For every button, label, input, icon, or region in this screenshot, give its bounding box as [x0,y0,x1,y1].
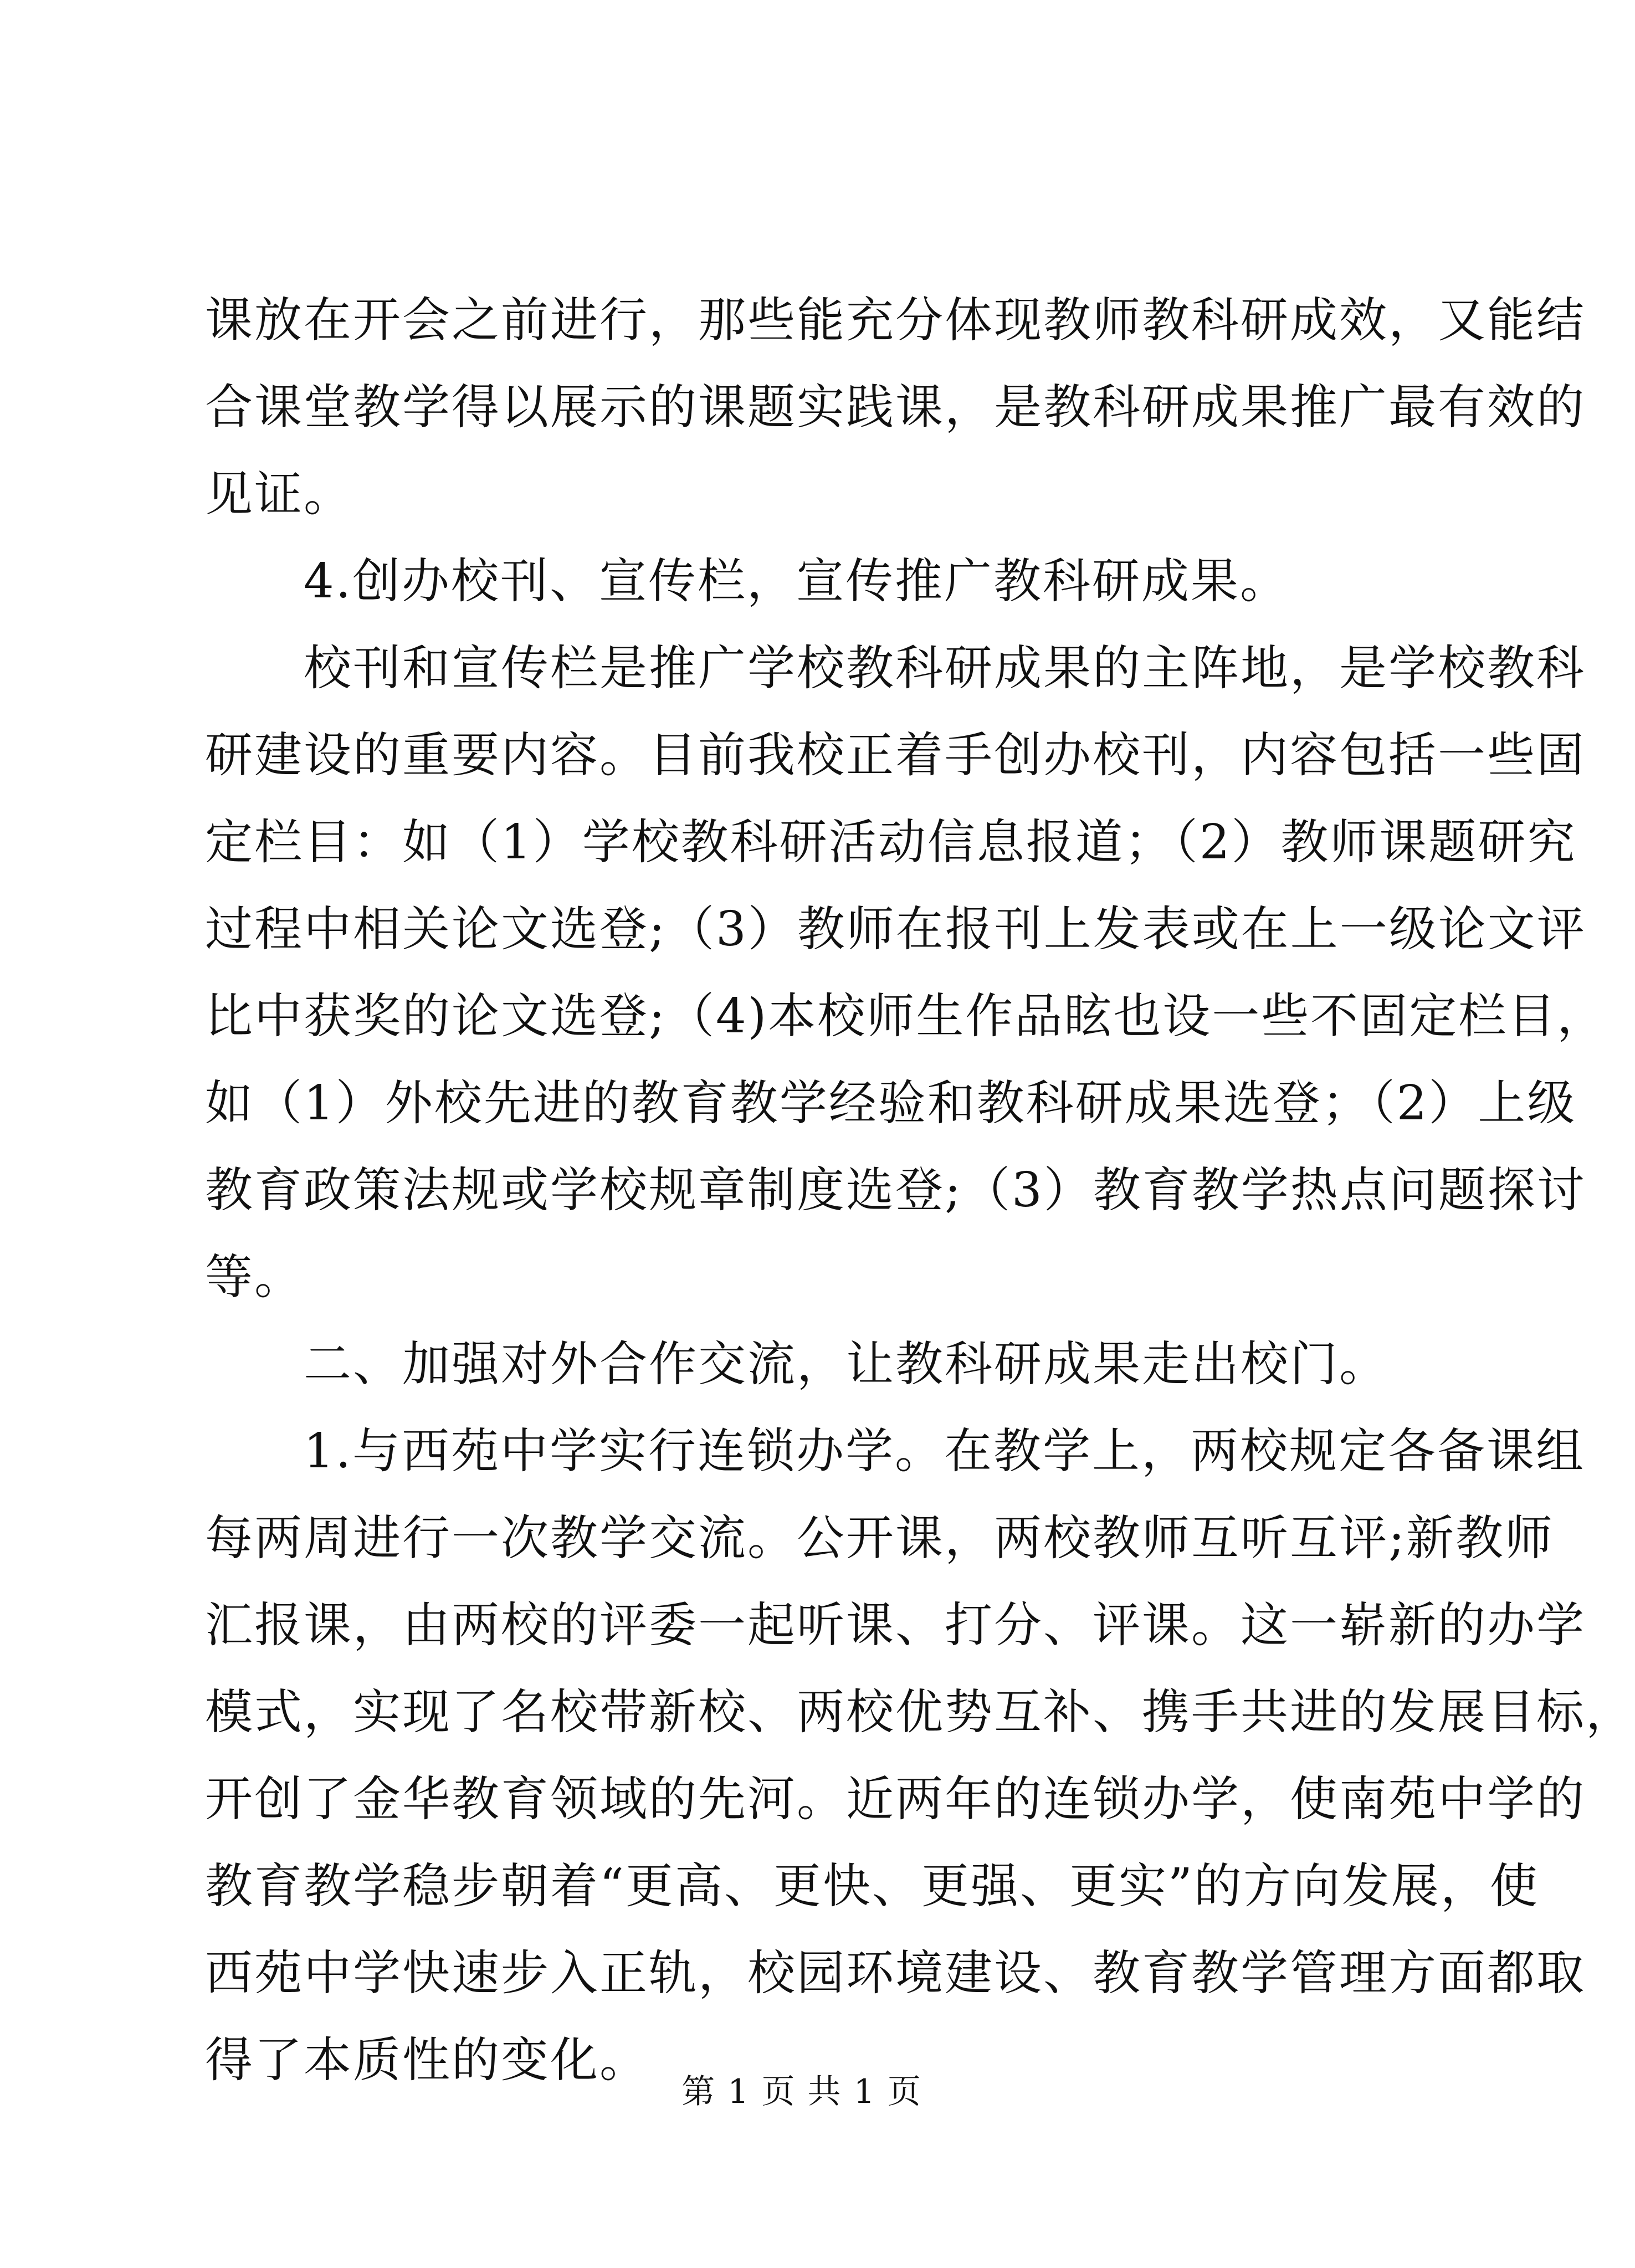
text-line: 教育教学稳步朝着“更高、更快、更强、更实”的方向发展，使 [205,1859,1539,1914]
text-line: 汇报课，由两校的评委一起听课、打分、评课。这一崭新的办学 [205,1598,1586,1653]
page-footer: 第 1 页 共 1 页 [681,2072,922,2111]
text-line: 得了本质性的变化。 [205,2033,649,2088]
text-line: 定栏目：如（1）学校教科研活动信息报道；（2）教师课题研究 [205,815,1577,870]
section-heading: 4.创办校刊、宣传栏，宣传推广教科研成果。 [304,554,1290,609]
text-line: 每两周进行一次教学交流。公开课，两校教师互听互评;新教师 [205,1511,1554,1566]
text-line: 课放在开会之前进行，那些能充分体现教师教科研成效，又能结 [205,293,1586,348]
text-line: 西苑中学快速步入正轨，校园环境建设、教育教学管理方面都取 [205,1946,1586,2001]
text-line: 模式，实现了名校带新校、两校优势互补、携手共进的发展目标， [205,1685,1635,1740]
text-line: 教育政策法规或学校规章制度选登;（3）教育教学热点问题探讨 [205,1163,1586,1218]
text-line: 等。 [205,1250,304,1305]
text-line: 1.与西苑中学实行连锁办学。在教学上，两校规定各备课组 [304,1424,1586,1479]
text-line: 校刊和宣传栏是推广学校教科研成果的主阵地，是学校教科 [304,641,1586,696]
text-line: 如（1）外校先进的教育教学经验和教科研成果选登；（2）上级 [205,1076,1577,1131]
document-body [205,277,1635,2104]
text-line: 过程中相关论文选登;（3）教师在报刊上发表或在上一级论文评 [205,902,1586,957]
text-line: 研建设的重要内容。目前我校正着手创办校刊，内容包括一些固 [205,728,1586,783]
text-line: 比中获奖的论文选登;（4)本校师生作品眩也设一些不固定栏目， [205,989,1607,1044]
text-line: 见证。 [205,467,353,522]
text-line: 开创了金华教育领域的先河。近两年的连锁办学，使南苑中学的 [205,1772,1586,1827]
section-heading: 二、加强对外合作交流，让教科研成果走出校门。 [304,1337,1388,1392]
text-line: 合课堂教学得以展示的课题实践课，是教科研成果推广最有效的 [205,380,1586,435]
